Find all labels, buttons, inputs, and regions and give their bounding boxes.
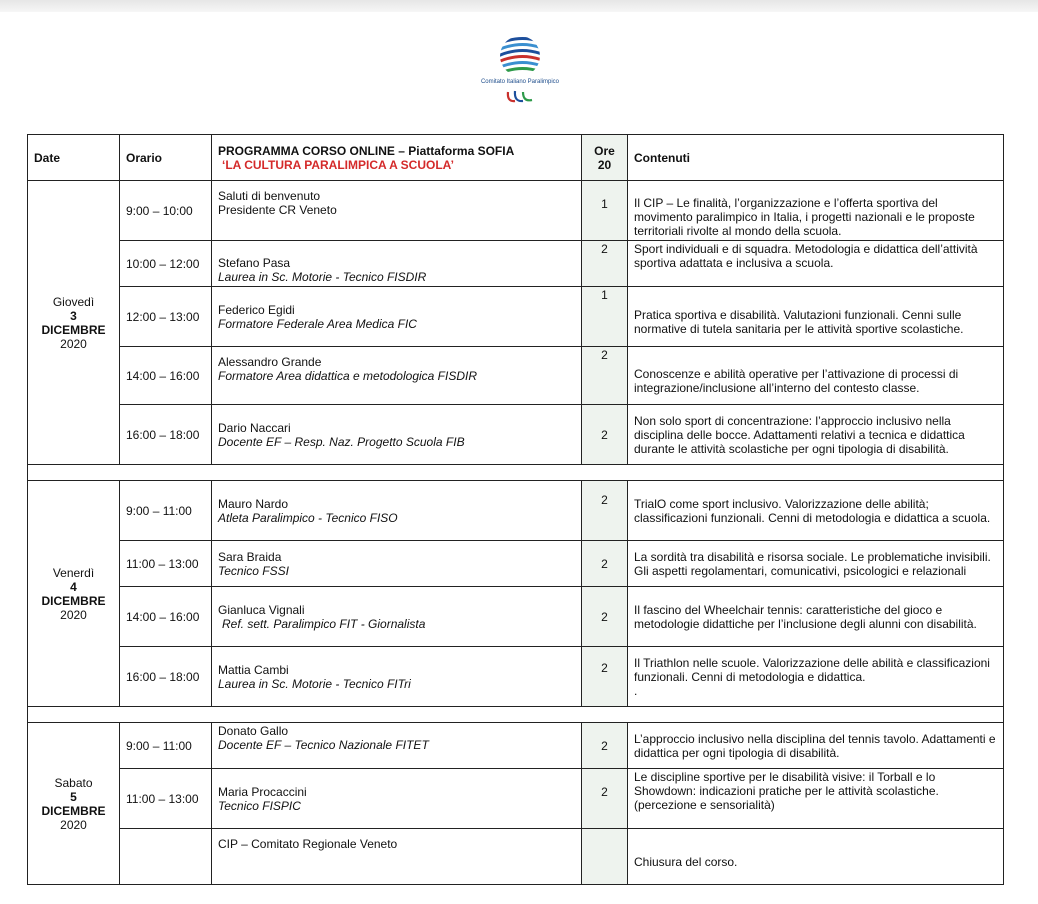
speaker-cell [212,241,582,287]
contenuti-cell: Il fascino del Wheelchair tennis: caratteristiche del gioco e metodologie didattiche per l’inclusione degli alunni con disabilità. [628,587,1004,647]
orario-cell: 14:00 – 16:00 [120,587,212,647]
orario-cell: 11:00 – 13:00 [120,541,212,587]
col-header-orario: Orario [120,135,212,181]
year: 2020 [60,336,87,351]
contenuti-cell: Conoscenze e abilità operative per l’attivazione di processi di integrazione/inclusione all’interno del contesto classe. [628,347,1004,405]
orario-cell: 16:00 – 18:00 [120,405,212,465]
ore-cell [582,829,628,885]
ore-cell: 2 [582,587,628,647]
table-row [28,769,1004,829]
table-row [28,347,1004,405]
speaker-cell [212,405,582,465]
contenuti-cell: Sport individuali e di squadra. Metodologia e didattica dell’attività sportiva adattata e inclusiva a scuola. [628,241,1004,287]
col-header-ore [582,135,628,181]
speaker-name: Mauro Nardo [218,496,289,511]
ore-label: Ore [594,143,615,158]
table-row [28,481,1004,541]
orario-cell: 9:00 – 11:00 [120,723,212,769]
orario-cell: 10:00 – 12:00 [120,241,212,287]
month: DICEMBRE [41,803,106,818]
speaker-cell [212,723,582,769]
table-row [28,723,1004,769]
contenuti-cell: Chiusura del corso. [628,829,1004,885]
orario-cell: 16:00 – 18:00 [120,647,212,707]
speaker-role: Ref. sett. Paralimpico FIT - Giornalista [222,616,426,631]
program-table [27,134,1004,885]
contenuti-cell: L’approccio inclusivo nella disciplina del tennis tavolo. Adattamenti e didattica per ogni tipologia di disabilità. [628,723,1004,769]
orario-cell: 12:00 – 13:00 [120,287,212,347]
speaker-name: Maria Procaccini [218,784,307,799]
contenuti-cell: Pratica sportiva e disabilità. Valutazioni funzionali. Cenni sulle normative di tutela sanitaria per le attività sportive scolastiche. [628,287,1004,347]
month: DICEMBRE [41,322,106,337]
speaker-cell [212,481,582,541]
col-header-date: Date [28,135,120,181]
contenuti-cell: TrialO come sport inclusivo. Valorizzazione delle abilità; classificazioni funzionali. Cenni di metodologia e didattica a scuola. [628,481,1004,541]
contenuti-extra: . [634,683,638,698]
speaker-role: Formatore Area didattica e metodologica FISDIR [218,369,478,383]
table-row [28,241,1004,287]
speaker-name: Dario Naccari [218,420,291,435]
table-row [28,287,1004,347]
contenuti-cell [628,647,1004,707]
speaker-name: CIP – Comitato Regionale Veneto [218,837,398,851]
speaker-name: Saluti di benvenuto [218,189,321,203]
contenuti-cell: Le discipline sportive per le disabilità visive: il Torball e lo Showdown: indicazioni pratiche per le attività scolastiche. (percezione e sensorialità) [628,769,1004,829]
speaker-name: Sara Braida [218,549,282,564]
cip-logo [470,34,570,114]
table-row [28,405,1004,465]
day-number: 4 [70,579,77,594]
speaker-role: Docente EF – Tecnico Nazionale FITET [218,738,429,752]
speaker-role: Atleta Paralimpico - Tecnico FISO [218,510,398,525]
orario-cell: 11:00 – 13:00 [120,769,212,829]
speaker-role: Docente EF – Resp. Naz. Progetto Scuola FIB [218,434,465,449]
speaker-cell [212,587,582,647]
contenuti-cell: Il CIP – Le finalità, l’organizzazione e l’offerta sportiva del movimento paralimpico in Italia, i progetti nazionali e le proposte territoriali rivolte al mondo della scuola. [628,181,1004,241]
table-row [28,647,1004,707]
speaker-role: Tecnico FISPIC [218,798,301,813]
orario-cell: 14:00 – 16:00 [120,347,212,405]
ore-cell: 1 [582,181,628,241]
ore-cell: 2 [582,541,628,587]
contenuti-cell: Non solo sport di concentrazione: l’approccio inclusivo nella disciplina delle bocce. Adattamenti relativi a tecnica e didattica durante le attività scolastiche per ogni tipologia di disabilità. [628,405,1004,465]
speaker-role: Laurea in Sc. Motorie - Tecnico FISDIR [218,270,427,284]
spacer-row [28,465,1004,481]
month: DICEMBRE [41,593,106,608]
ore-total: 20 [597,157,612,172]
contenuti-cell: La sordità tra disabilità e risorsa sociale. Le problematiche invisibili. Gli aspetti regolamentari, comunicativi, psicologici e relazionali [628,541,1004,587]
speaker-role: Formatore Federale Area Medica FIC [218,316,417,331]
ore-cell: 2 [582,723,628,769]
program-subtitle: ‘LA CULTURA PARALIMPICA A SCUOLA’ [222,157,454,172]
year: 2020 [60,607,87,622]
speaker-name: Mattia Cambi [218,662,289,677]
ore-cell: 2 [582,647,628,707]
table-row [28,541,1004,587]
orario-cell [120,829,212,885]
speaker-cell [212,347,582,405]
ore-cell: 2 [582,481,628,541]
ore-cell: 1 [582,287,628,347]
ore-cell: 2 [582,405,628,465]
globe-icon [498,34,542,78]
speaker-cell [212,287,582,347]
speaker-cell [212,541,582,587]
header-row [28,135,1004,181]
agitos-icon [505,88,535,104]
speaker-name: Donato Gallo [218,724,289,738]
speaker-role: Tecnico FSSI [218,563,289,578]
col-header-contenuti: Contenuti [628,135,1004,181]
table-row [28,587,1004,647]
col-header-programma [212,135,582,181]
day-number: 3 [70,308,77,323]
speaker-cell [212,181,582,241]
ore-cell: 2 [582,241,628,287]
speaker-cell [212,769,582,829]
speaker-cell [212,829,582,885]
speaker-cell [212,647,582,707]
day-number: 5 [70,789,77,804]
weekday: Sabato [54,775,93,790]
year: 2020 [60,817,87,832]
day-cell [28,723,120,885]
contenuti-text: Il Triathlon nelle scuole. Valorizzazione delle abilità e classificazioni funzionali. Cenni di metodologia e didattica. [634,655,990,684]
table-row [28,181,1004,241]
day-cell [28,481,120,707]
speaker-name: Stefano Pasa [218,256,291,270]
weekday: Venerdì [52,565,95,580]
ore-cell: 2 [582,347,628,405]
orario-cell: 9:00 – 11:00 [120,481,212,541]
weekday: Giovedì [52,294,95,309]
speaker-role: Presidente CR Veneto [218,203,337,217]
speaker-name: Federico Egidi [218,302,295,317]
ore-cell: 2 [582,769,628,829]
spacer-row [28,707,1004,723]
table-row [28,829,1004,885]
top-bar [0,0,1038,12]
speaker-name: Gianluca Vignali [218,602,305,617]
program-title: PROGRAMMA CORSO ONLINE – Piattaforma SOFIA [218,143,515,158]
orario-cell: 9:00 – 10:00 [120,181,212,241]
logo-caption: Comitato Italiano Paralimpico [480,79,560,85]
speaker-name: Alessandro Grande [218,355,322,369]
speaker-role: Laurea in Sc. Motorie - Tecnico FITri [218,676,411,691]
day-cell [28,181,120,465]
